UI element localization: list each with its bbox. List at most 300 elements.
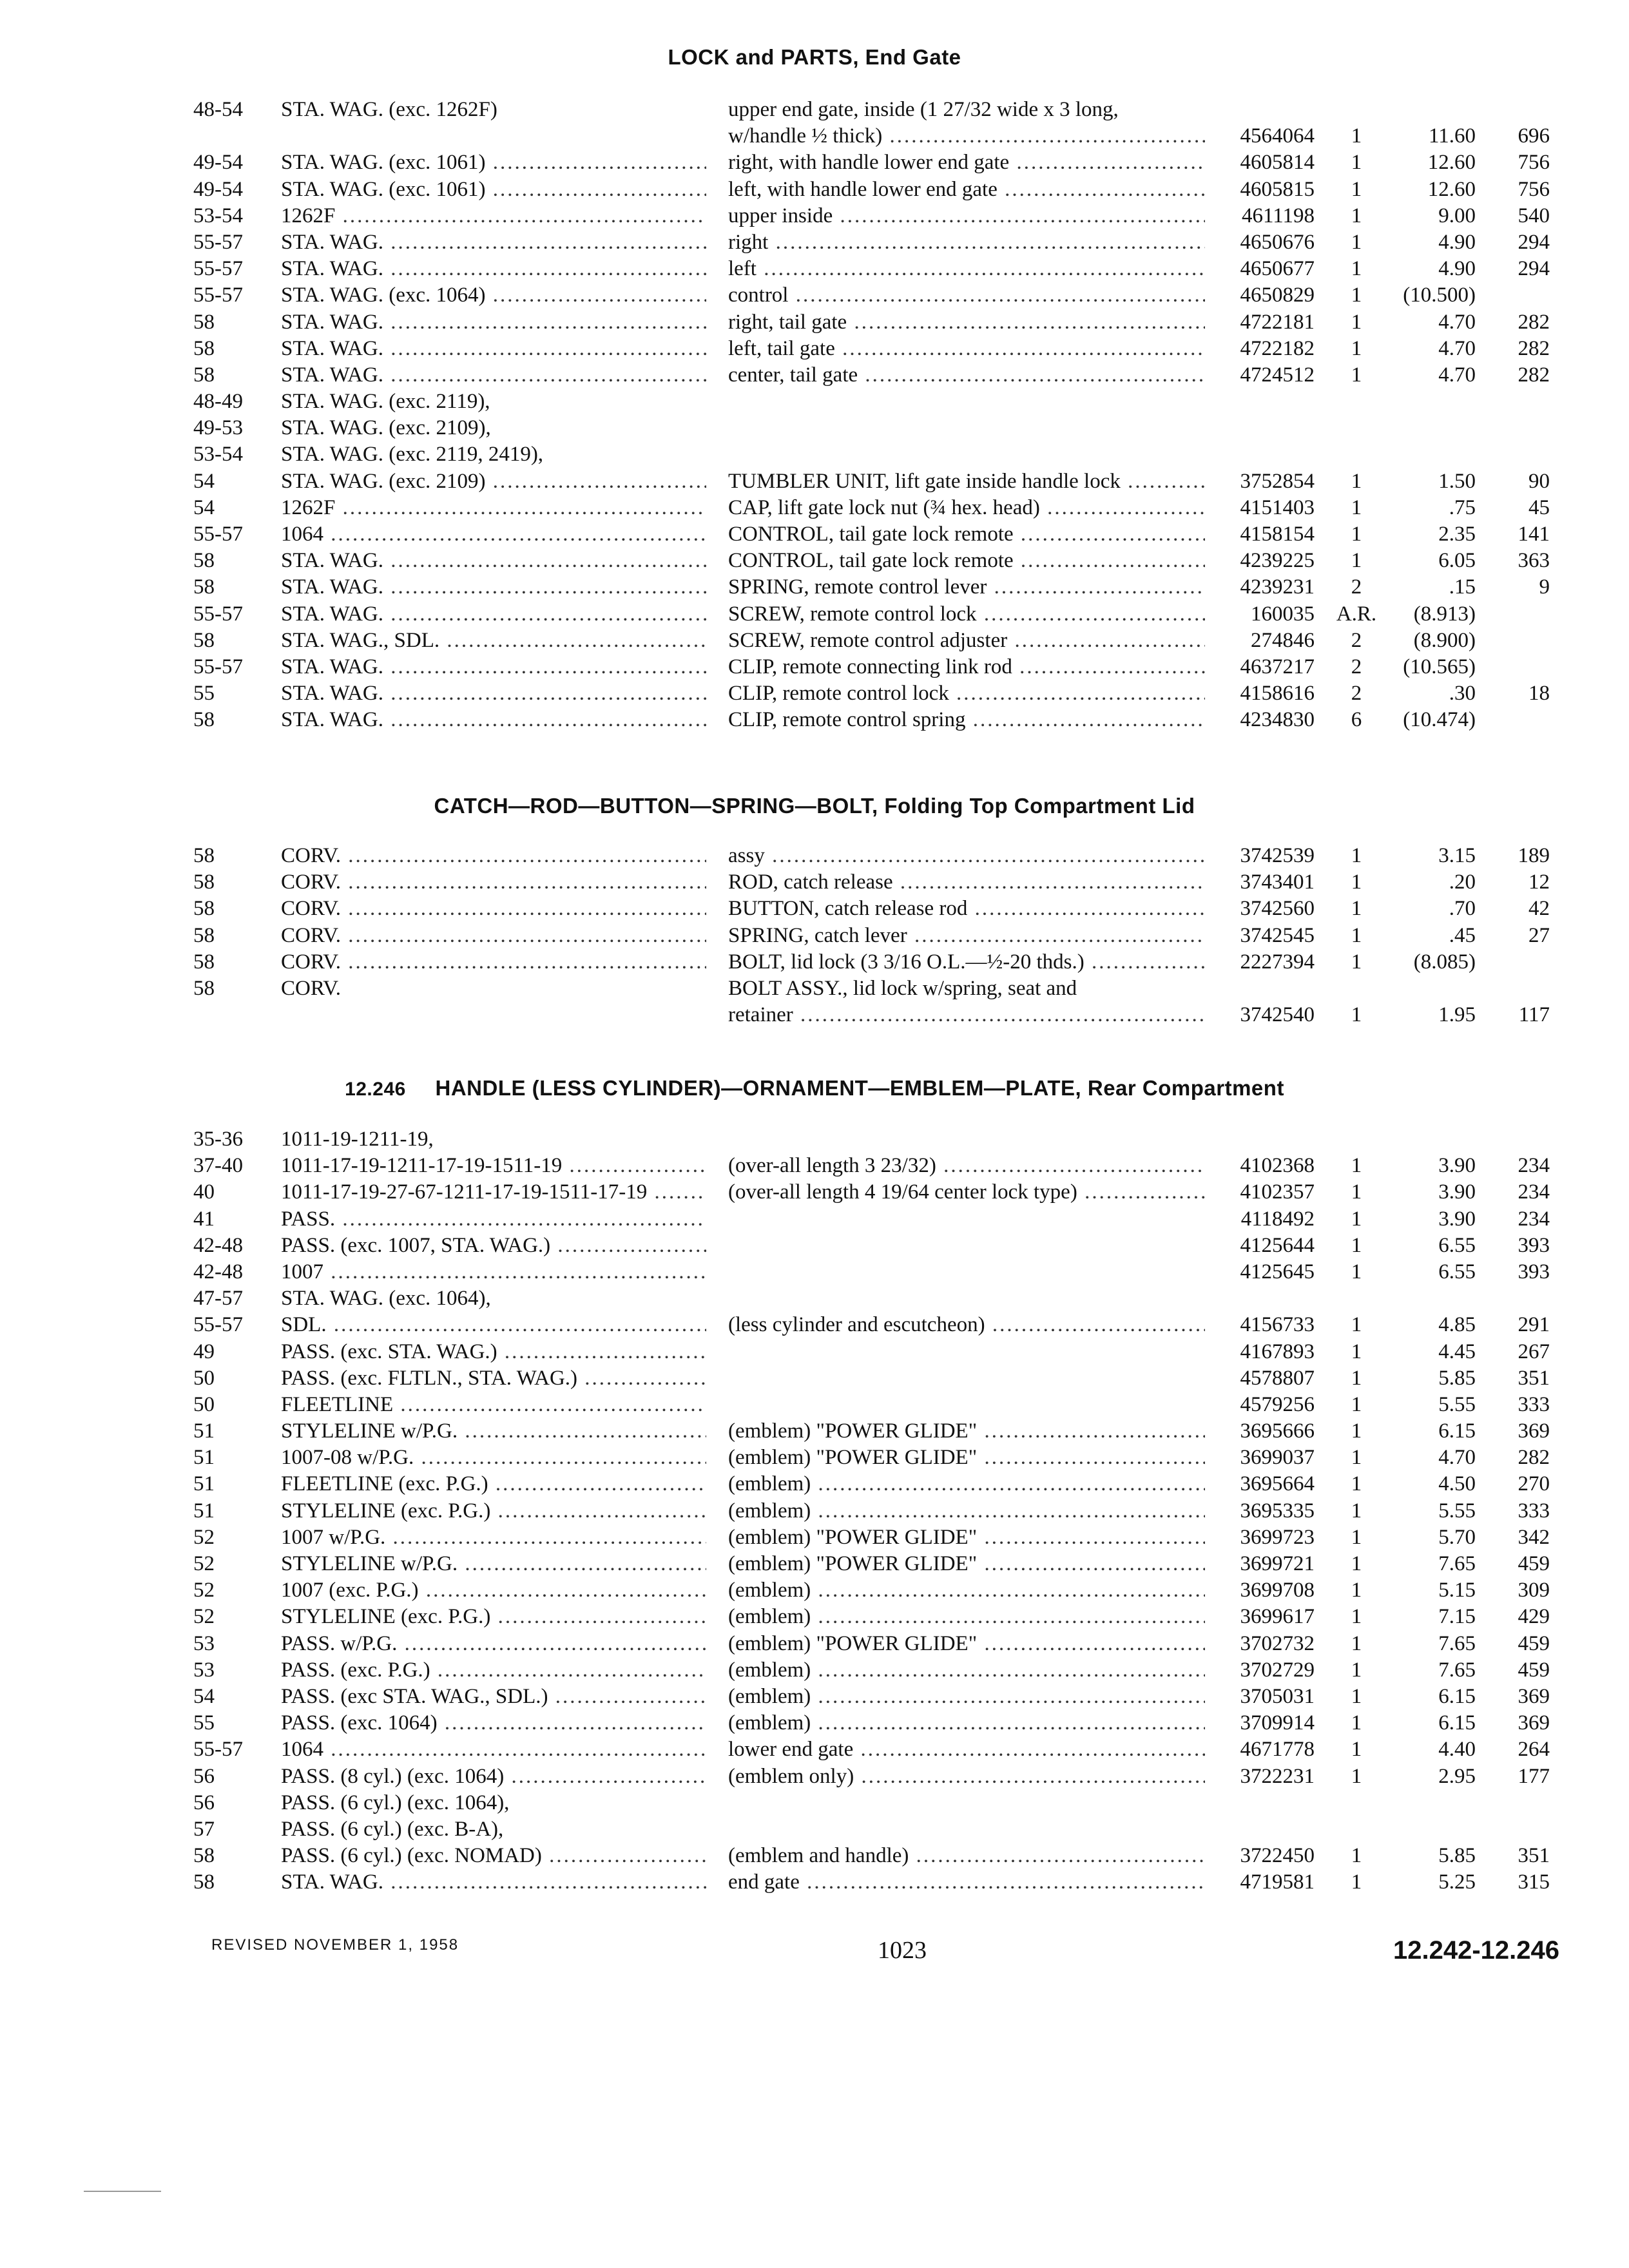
list-price: 4.70 xyxy=(1438,310,1476,334)
part-number: 3709914 xyxy=(1240,1711,1315,1735)
list-price: (8.913) xyxy=(1413,602,1476,626)
model-applicability: CORV. xyxy=(281,976,342,1000)
weight-code: 351 xyxy=(1518,1844,1550,1868)
weight-code: 282 xyxy=(1518,1446,1550,1470)
part-description: (emblem) "POWER GLIDE" ..... xyxy=(728,1551,1205,1577)
year-range: 56 xyxy=(193,1764,215,1788)
weight-code: 42 xyxy=(1528,897,1550,921)
list-price: .45 xyxy=(1449,923,1476,947)
weight-code: 369 xyxy=(1518,1711,1550,1735)
model-applicability: 1007 (exc. P.G.) ..... xyxy=(281,1577,706,1604)
parts-row xyxy=(0,309,1629,336)
model-applicability: PASS. (exc. 1064) ..... xyxy=(281,1710,706,1736)
part-description: (emblem) ..... xyxy=(728,1710,1205,1736)
model-applicability: STA. WAG. (exc. 1061) ..... xyxy=(281,177,706,203)
year-range: 55-57 xyxy=(193,602,243,626)
parts-row xyxy=(0,1153,1629,1179)
year-range: 35-36 xyxy=(193,1128,243,1151)
year-range: 58 xyxy=(193,844,215,867)
part-description: BOLT ASSY., lid lock w/spring, seat and xyxy=(728,976,1077,1000)
parts-row xyxy=(0,1631,1629,1657)
parts-row xyxy=(0,1418,1629,1445)
quantity: 1 xyxy=(1351,1260,1362,1283)
list-price: 4.40 xyxy=(1438,1738,1476,1762)
quantity: 1 xyxy=(1351,1472,1362,1496)
model-applicability: PASS. (exc. STA. WAG.) ..... xyxy=(281,1339,706,1365)
parts-row xyxy=(0,123,1629,149)
list-price: 6.15 xyxy=(1438,1684,1476,1708)
model-applicability: PASS. ..... xyxy=(281,1206,706,1233)
parts-row xyxy=(0,1790,1629,1816)
year-range: 42-48 xyxy=(193,1233,243,1257)
quantity: 2 xyxy=(1351,575,1362,599)
weight-code: 459 xyxy=(1518,1552,1550,1575)
part-number: 4671778 xyxy=(1240,1738,1315,1762)
model-applicability: STA. WAG. (exc. 1061) ..... xyxy=(281,149,706,176)
weight-code: 393 xyxy=(1518,1260,1550,1283)
part-number: 4167893 xyxy=(1240,1340,1315,1363)
parts-row xyxy=(0,1577,1629,1604)
quantity: 1 xyxy=(1351,495,1362,519)
quantity: 1 xyxy=(1351,1870,1362,1894)
parts-row xyxy=(0,1365,1629,1392)
list-price: 7.15 xyxy=(1438,1605,1476,1629)
parts-row xyxy=(0,336,1629,362)
quantity: 1 xyxy=(1351,1233,1362,1257)
weight-code: 363 xyxy=(1518,549,1550,573)
weight-code: 234 xyxy=(1518,1180,1550,1204)
list-price: (8.900) xyxy=(1413,628,1476,652)
quantity: 1 xyxy=(1351,124,1362,148)
list-price: 12.60 xyxy=(1427,151,1476,175)
year-range: 52 xyxy=(193,1605,215,1629)
quantity: 1 xyxy=(1351,1499,1362,1523)
part-number: 3699617 xyxy=(1240,1605,1315,1629)
year-range: 48-49 xyxy=(193,390,243,414)
part-number: 3699708 xyxy=(1240,1579,1315,1602)
parts-row xyxy=(0,1498,1629,1524)
parts-row xyxy=(0,574,1629,601)
section-title-text: LOCK and PARTS, End Gate xyxy=(668,45,961,69)
parts-row xyxy=(0,1524,1629,1551)
list-price: 1.95 xyxy=(1438,1003,1476,1027)
part-description: TUMBLER UNIT, lift gate inside handle lock ..... xyxy=(728,468,1205,495)
model-applicability: 1007-08 w/P.G. ..... xyxy=(281,1445,706,1471)
part-number: 3742539 xyxy=(1240,844,1315,867)
list-price: 5.55 xyxy=(1438,1499,1476,1523)
parts-row xyxy=(0,1551,1629,1577)
year-range: 58 xyxy=(193,549,215,573)
part-number: 3742545 xyxy=(1240,923,1315,947)
year-range: 58 xyxy=(193,575,215,599)
year-range: 58 xyxy=(193,310,215,334)
quantity: 2 xyxy=(1351,655,1362,678)
parts-row xyxy=(0,203,1629,229)
parts-row xyxy=(0,415,1629,441)
part-description: right, with handle lower end gate ..... xyxy=(728,149,1205,176)
parts-row xyxy=(0,923,1629,949)
model-applicability: STYLELINE w/P.G. ..... xyxy=(281,1551,706,1577)
part-number: 3695664 xyxy=(1240,1472,1315,1496)
year-range: 54 xyxy=(193,495,215,519)
part-description: (less cylinder and escutcheon) ..... xyxy=(728,1312,1205,1338)
list-price: .20 xyxy=(1449,870,1476,894)
year-range: 55 xyxy=(193,682,215,706)
year-range: 50 xyxy=(193,1366,215,1390)
part-number: 3722231 xyxy=(1240,1764,1315,1788)
part-description: CAP, lift gate lock nut (¾ hex. head) ..... xyxy=(728,495,1205,521)
model-applicability: CORV. ..... xyxy=(281,869,706,896)
parts-row xyxy=(0,896,1629,922)
list-price: 5.85 xyxy=(1438,1844,1476,1868)
quantity: 1 xyxy=(1351,1207,1362,1231)
parts-row xyxy=(0,1736,1629,1763)
parts-row xyxy=(0,949,1629,975)
parts-list-lock-parts xyxy=(0,97,1629,734)
revised-date: REVISED NOVEMBER 1, 1958 xyxy=(211,1936,459,1954)
part-description: (emblem) ..... xyxy=(728,1684,1205,1710)
model-applicability: CORV. ..... xyxy=(281,896,706,922)
model-applicability: STA. WAG. (exc. 1262F) xyxy=(281,98,497,121)
quantity: 1 xyxy=(1351,363,1362,387)
quantity: 1 xyxy=(1351,1003,1362,1027)
year-range: 41 xyxy=(193,1207,215,1231)
year-range: 51 xyxy=(193,1472,215,1496)
quantity: 1 xyxy=(1351,1446,1362,1470)
part-description: left, with handle lower end gate ..... xyxy=(728,177,1205,203)
weight-code: 333 xyxy=(1518,1499,1550,1523)
part-description: (emblem) "POWER GLIDE" ..... xyxy=(728,1445,1205,1471)
parts-row xyxy=(0,389,1629,415)
parts-row xyxy=(0,1285,1629,1312)
model-applicability: PASS. w/P.G. ..... xyxy=(281,1631,706,1657)
part-number: 3695335 xyxy=(1240,1499,1315,1523)
year-range: 58 xyxy=(193,976,215,1000)
year-range: 49 xyxy=(193,1340,215,1363)
part-number: 4158616 xyxy=(1240,682,1315,706)
model-applicability: PASS. (exc. 1007, STA. WAG.) ..... xyxy=(281,1233,706,1259)
part-description: (emblem) "POWER GLIDE" ..... xyxy=(728,1418,1205,1445)
model-applicability: STA. WAG. ..... xyxy=(281,229,706,256)
part-description: (emblem) "POWER GLIDE" ..... xyxy=(728,1524,1205,1551)
part-description: (emblem and handle) ..... xyxy=(728,1843,1205,1869)
list-price: 2.35 xyxy=(1438,523,1476,546)
model-applicability: PASS. (6 cyl.) (exc. NOMAD) ..... xyxy=(281,1843,706,1869)
part-description: SPRING, remote control lever ..... xyxy=(728,574,1205,601)
quantity: 1 xyxy=(1351,1392,1362,1416)
parts-row xyxy=(0,468,1629,495)
parts-row xyxy=(0,628,1629,654)
weight-code: 27 xyxy=(1528,923,1550,947)
part-description: (emblem) ..... xyxy=(728,1498,1205,1524)
quantity: 1 xyxy=(1351,1844,1362,1868)
year-range: 58 xyxy=(193,870,215,894)
parts-row xyxy=(0,1445,1629,1471)
quantity: 2 xyxy=(1351,628,1362,652)
quantity: 1 xyxy=(1351,1764,1362,1788)
list-price: 5.70 xyxy=(1438,1525,1476,1549)
weight-code: 267 xyxy=(1518,1340,1550,1363)
list-price: 5.25 xyxy=(1438,1870,1476,1894)
parts-row xyxy=(0,601,1629,628)
model-applicability: PASS. (exc. FLTLN., STA. WAG.) ..... xyxy=(281,1365,706,1392)
part-number: 4650677 xyxy=(1240,257,1315,281)
section-title-text: CATCH—ROD—BUTTON—SPRING—BOLT, Folding Top Compartment Lid xyxy=(434,794,1195,818)
part-description: SCREW, remote control adjuster ..... xyxy=(728,628,1205,654)
weight-code: 282 xyxy=(1518,336,1550,360)
year-range: 51 xyxy=(193,1446,215,1470)
quantity: 1 xyxy=(1351,923,1362,947)
model-applicability: 1064 ..... xyxy=(281,521,706,548)
section-title-handle-emblem xyxy=(0,1076,1629,1100)
part-description: SCREW, remote control lock ..... xyxy=(728,601,1205,628)
list-price: 7.65 xyxy=(1438,1552,1476,1575)
quantity: 1 xyxy=(1351,1711,1362,1735)
part-description: left ..... xyxy=(728,256,1205,282)
part-number: 4158154 xyxy=(1240,523,1315,546)
year-range: 55-57 xyxy=(193,257,243,281)
quantity: 1 xyxy=(1351,336,1362,360)
year-range: 49-53 xyxy=(193,416,243,440)
part-number: 4102368 xyxy=(1240,1154,1315,1178)
list-price: 1.50 xyxy=(1438,469,1476,493)
part-description: (emblem) ..... xyxy=(728,1471,1205,1497)
list-price: 6.05 xyxy=(1438,549,1476,573)
part-description: (over-all length 3 23/32) ..... xyxy=(728,1153,1205,1179)
part-description: SPRING, catch lever ..... xyxy=(728,923,1205,949)
quantity: 1 xyxy=(1351,1738,1362,1762)
year-range: 58 xyxy=(193,950,215,974)
list-price: (8.085) xyxy=(1413,950,1476,974)
list-price: 5.15 xyxy=(1438,1579,1476,1602)
part-description: w/handle ½ thick) ..... xyxy=(728,123,1205,149)
quantity: 1 xyxy=(1351,1579,1362,1602)
list-price: .70 xyxy=(1449,897,1476,921)
quantity: 1 xyxy=(1351,1313,1362,1337)
list-price: 4.90 xyxy=(1438,230,1476,254)
weight-code: 459 xyxy=(1518,1631,1550,1655)
list-price: 6.15 xyxy=(1438,1711,1476,1735)
model-applicability: 1011-17-19-27-67-1211-17-19-1511-17-19 ..... xyxy=(281,1179,706,1206)
part-number: 4637217 xyxy=(1240,655,1315,678)
part-description: left, tail gate ..... xyxy=(728,336,1205,362)
parts-row xyxy=(0,1604,1629,1630)
year-range: 51 xyxy=(193,1419,215,1443)
part-number: 4234830 xyxy=(1240,708,1315,732)
model-applicability: STA. WAG. ..... xyxy=(281,680,706,707)
section-range: 12.242-12.246 xyxy=(1393,1936,1559,1965)
model-applicability: STA. WAG. ..... xyxy=(281,654,706,680)
model-applicability: STA. WAG. ..... xyxy=(281,707,706,733)
parts-row xyxy=(0,1312,1629,1338)
year-range: 47-57 xyxy=(193,1287,243,1311)
list-price: 4.90 xyxy=(1438,257,1476,281)
part-description: (emblem) "POWER GLIDE" ..... xyxy=(728,1631,1205,1657)
weight-code: 234 xyxy=(1518,1154,1550,1178)
parts-list-handle-emblem xyxy=(0,1126,1629,1896)
list-price: 4.70 xyxy=(1438,336,1476,360)
part-number: 4719581 xyxy=(1240,1870,1315,1894)
list-price: 2.95 xyxy=(1438,1764,1476,1788)
margin-rule xyxy=(84,2191,161,2192)
model-applicability: STA. WAG. ..... xyxy=(281,548,706,574)
part-number: 4650829 xyxy=(1240,284,1315,307)
parts-row xyxy=(0,1206,1629,1233)
model-applicability: 1007 ..... xyxy=(281,1259,706,1285)
weight-code: 177 xyxy=(1518,1764,1550,1788)
parts-list-catch-rod xyxy=(0,843,1629,1028)
model-applicability: STA. WAG. ..... xyxy=(281,601,706,628)
quantity: 1 xyxy=(1351,1419,1362,1443)
year-range: 48-54 xyxy=(193,98,243,121)
part-number: 4102357 xyxy=(1240,1180,1315,1204)
list-price: (10.474) xyxy=(1403,708,1476,732)
part-description: retainer ..... xyxy=(728,1002,1205,1028)
quantity: 1 xyxy=(1351,204,1362,227)
list-price: 7.65 xyxy=(1438,1631,1476,1655)
weight-code: 294 xyxy=(1518,257,1550,281)
quantity: 1 xyxy=(1351,151,1362,175)
year-range: 55-57 xyxy=(193,523,243,546)
weight-code: 294 xyxy=(1518,230,1550,254)
model-applicability: STYLELINE w/P.G. ..... xyxy=(281,1418,706,1445)
weight-code: 282 xyxy=(1518,363,1550,387)
weight-code: 315 xyxy=(1518,1870,1550,1894)
weight-code: 291 xyxy=(1518,1313,1550,1337)
year-range: 49-54 xyxy=(193,151,243,175)
part-number: 3699037 xyxy=(1240,1446,1315,1470)
list-price: 6.15 xyxy=(1438,1419,1476,1443)
quantity: 1 xyxy=(1351,523,1362,546)
list-price: 4.85 xyxy=(1438,1313,1476,1337)
year-range: 49-54 xyxy=(193,177,243,201)
model-applicability: STA. WAG., SDL. ..... xyxy=(281,628,706,654)
quantity: 1 xyxy=(1351,1154,1362,1178)
year-range: 55-57 xyxy=(193,230,243,254)
quantity: 1 xyxy=(1351,257,1362,281)
weight-code: 9 xyxy=(1539,575,1550,599)
year-range: 51 xyxy=(193,1499,215,1523)
part-description: (over-all length 4 19/64 center lock type) ..... xyxy=(728,1179,1205,1206)
parts-row xyxy=(0,256,1629,282)
parts-row xyxy=(0,1339,1629,1365)
weight-code: 696 xyxy=(1518,124,1550,148)
weight-code: 369 xyxy=(1518,1419,1550,1443)
parts-row xyxy=(0,1126,1629,1153)
part-number: 3702729 xyxy=(1240,1658,1315,1682)
weight-code: 189 xyxy=(1518,844,1550,867)
quantity: 1 xyxy=(1351,870,1362,894)
parts-row xyxy=(0,97,1629,123)
list-price: 6.55 xyxy=(1438,1260,1476,1283)
list-price: 4.50 xyxy=(1438,1472,1476,1496)
part-description: (emblem) ..... xyxy=(728,1604,1205,1630)
quantity: 1 xyxy=(1351,1684,1362,1708)
year-range: 58 xyxy=(193,363,215,387)
part-description: control ..... xyxy=(728,282,1205,309)
part-number: 4125645 xyxy=(1240,1260,1315,1283)
year-range: 58 xyxy=(193,628,215,652)
list-price: 5.85 xyxy=(1438,1366,1476,1390)
part-description: center, tail gate ..... xyxy=(728,362,1205,389)
part-number: 4239225 xyxy=(1240,549,1315,573)
year-range: 58 xyxy=(193,336,215,360)
parts-row xyxy=(0,1259,1629,1285)
quantity: A.R. xyxy=(1336,602,1377,626)
model-applicability: STA. WAG. (exc. 2119), xyxy=(281,390,490,414)
year-range: 55-57 xyxy=(193,1738,243,1762)
parts-row xyxy=(0,1763,1629,1790)
model-applicability: CORV. ..... xyxy=(281,843,706,869)
year-range: 40 xyxy=(193,1180,215,1204)
model-applicability: 1064 ..... xyxy=(281,1736,706,1763)
parts-row xyxy=(0,1684,1629,1710)
year-range: 53-54 xyxy=(193,204,243,227)
part-description: CLIP, remote control lock ..... xyxy=(728,680,1205,707)
parts-row xyxy=(0,975,1629,1002)
parts-row xyxy=(0,521,1629,548)
part-number: 274846 xyxy=(1251,628,1315,652)
part-number: 3742540 xyxy=(1240,1003,1315,1027)
list-price: 5.55 xyxy=(1438,1392,1476,1416)
parts-row xyxy=(0,149,1629,176)
list-price: 3.90 xyxy=(1438,1180,1476,1204)
section-title-catch-rod xyxy=(0,794,1629,818)
parts-row xyxy=(0,495,1629,521)
weight-code: 540 xyxy=(1518,204,1550,227)
part-number: 4722182 xyxy=(1240,336,1315,360)
section-number: 12.246 xyxy=(345,1079,406,1100)
parts-row xyxy=(0,707,1629,733)
part-number: 4605815 xyxy=(1240,177,1315,201)
part-description: (emblem) ..... xyxy=(728,1657,1205,1684)
quantity: 1 xyxy=(1351,844,1362,867)
part-description: BOLT, lid lock (3 3/16 O.L.—½-20 thds.) ..... xyxy=(728,949,1205,975)
part-description: CLIP, remote control spring ..... xyxy=(728,707,1205,733)
model-applicability: PASS. (exc. P.G.) ..... xyxy=(281,1657,706,1684)
model-applicability: STA. WAG. ..... xyxy=(281,256,706,282)
part-number: 3722450 xyxy=(1240,1844,1315,1868)
part-description: upper inside ..... xyxy=(728,203,1205,229)
part-number: 4724512 xyxy=(1240,363,1315,387)
quantity: 1 xyxy=(1351,1631,1362,1655)
year-range: 52 xyxy=(193,1525,215,1549)
year-range: 53-54 xyxy=(193,443,243,466)
parts-row xyxy=(0,1002,1629,1028)
model-applicability: 1011-19-1211-19, xyxy=(281,1128,434,1151)
weight-code: 756 xyxy=(1518,151,1550,175)
model-applicability: FLEETLINE (exc. P.G.) ..... xyxy=(281,1471,706,1497)
weight-code: 117 xyxy=(1518,1003,1550,1027)
weight-code: 351 xyxy=(1518,1366,1550,1390)
parts-row xyxy=(0,177,1629,203)
part-description: right ..... xyxy=(728,229,1205,256)
part-number: 3695666 xyxy=(1240,1419,1315,1443)
quantity: 1 xyxy=(1351,230,1362,254)
parts-row xyxy=(0,548,1629,574)
parts-row xyxy=(0,1657,1629,1684)
parts-row xyxy=(0,1869,1629,1896)
weight-code: 270 xyxy=(1518,1472,1550,1496)
parts-row xyxy=(0,843,1629,869)
part-number: 4118492 xyxy=(1240,1207,1315,1231)
weight-code: 90 xyxy=(1528,469,1550,493)
year-range: 52 xyxy=(193,1552,215,1575)
part-number: 3699723 xyxy=(1240,1525,1315,1549)
part-number: 4125644 xyxy=(1240,1233,1315,1257)
part-number: 4564064 xyxy=(1240,124,1315,148)
model-applicability: PASS. (6 cyl.) (exc. 1064), xyxy=(281,1791,510,1814)
